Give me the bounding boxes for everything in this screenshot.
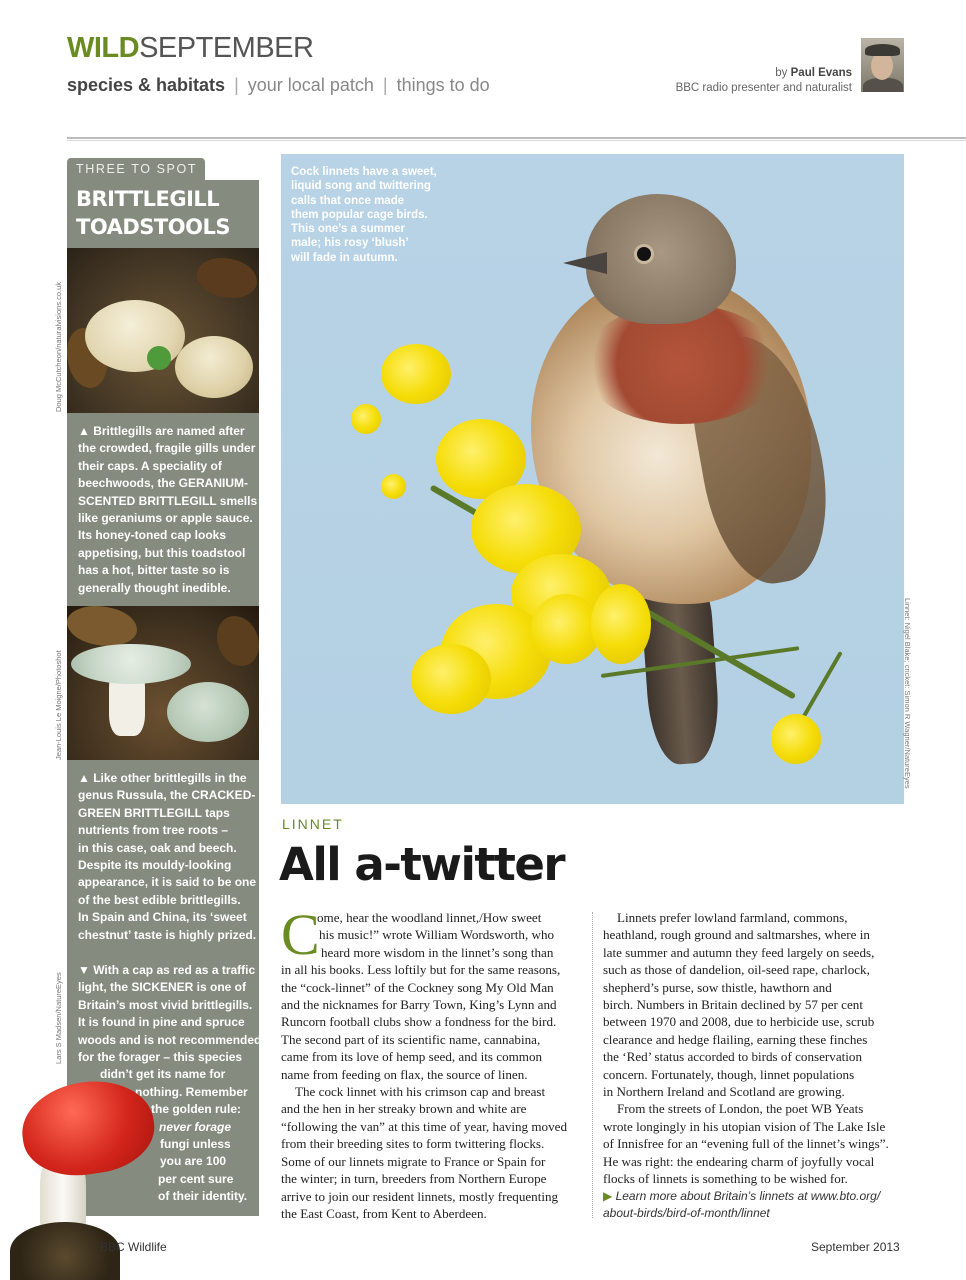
byline [676,66,852,96]
text-line: clearance and hedge flailing, earning these finches [603,1031,868,1047]
text-line: Britain’s most vivid brittlegills. [78,997,253,1012]
text-line: SCENTED BRITTLEGILL smells [78,493,258,508]
text-line: appetising, but this toadstool [78,545,246,560]
text-line: birch. Numbers in Britain declined by 57 per cent [603,997,863,1013]
text-line: Some of our linnets migrate to France or Spain for [281,1153,546,1169]
author-avatar [861,38,904,92]
text-line: you are 100 [160,1154,227,1169]
text-line: the crowded, fragile gills under [78,441,256,456]
text-line: nutrients from tree roots – [78,823,229,838]
nav-separator: | [382,75,388,95]
text-line: the golden rule: [151,1102,241,1117]
text-line: wrote longingly in his utopian vision of The Lake Isle [603,1118,886,1134]
text-line: for the forager – this species [78,1050,243,1065]
caption-line: calls that once made [291,194,405,207]
text-line: generally thought inedible. [78,580,231,595]
learn-more-text: Learn more about Britain’s linnets at www.bto.org/ [615,1188,881,1203]
text-line: the “cock-linnet” of the Cockney song My Old Man [281,979,554,995]
sidebar-title [67,180,259,248]
text-line: name from feeding on flax, the source of linen. [281,1066,528,1082]
text-line: From the streets of London, the poet WB Yeats [617,1101,864,1117]
nav-item-things-to-do[interactable]: things to do [396,75,490,95]
text-line: Linnets prefer lowland farmland, commons, [617,910,848,925]
text-line: late summer and autumn they feed largely on seeds, [603,944,875,960]
text-line: He was right: the endearing charm of joyfully vocal [603,1153,875,1169]
text-line: has a hot, bitter taste so is [78,563,230,578]
text-line: didn’t get its name for [100,1067,226,1082]
section-title-month: SEPTEMBER [139,32,314,64]
text-line: never forage [159,1119,232,1134]
text-line: between 1970 and 2008, due to herbicide use, scrub [603,1014,875,1030]
caption-line: will fade in autumn. [291,251,398,264]
text-line: heard more wisdom in the linnet’s song than [321,944,554,960]
text-line: came from its love of hemp seed, and its common [281,1049,543,1065]
nav-item-species-habitats[interactable]: species & habitats [67,75,226,95]
text-line: per cent sure [158,1171,234,1186]
text-line: “following the van” at this time of year, having moved [281,1118,568,1134]
caption-line: them popular cage birds. [291,208,428,221]
photo-caption [291,165,451,265]
drop-cap: C [281,902,320,967]
text-line: concern. Fortunately, though, linnet populations [603,1066,855,1082]
article-kicker: LINNET [282,816,344,832]
text-line: heathland, rough ground and saltmarshes, where in [603,927,870,943]
text-line: of Innisfree for an “evening full of the linnet’s wings”. [603,1136,889,1152]
footer-publication: BBC Wildlife [100,1240,167,1254]
learn-more-link[interactable] [603,1188,903,1205]
geranium-brittlegill-photo [67,248,259,413]
caption-line: Cock linnets have a sweet, [291,166,437,178]
text-line: fungi unless [160,1137,231,1152]
sidebar-title-line: TOADSTOOLS [76,215,230,239]
text-line: shepherd’s purse, sow thistle, hawthorn and [603,979,832,995]
text-line: chestnut’ taste is highly prized. [78,927,257,942]
photo-credit: Lars S Madsen/NatureEyes [54,972,63,1064]
article-column-2 [603,909,903,1222]
text-line: light, the SICKENER is one of [78,980,247,995]
text-line: their caps. A speciality of [78,458,222,473]
text-line: Its honey-toned cap looks [78,528,227,543]
text-line: in this case, oak and beech. [78,840,237,855]
photo-credit: Linnet: Nigel Blake; cricket: Simon R Wagner/NatureEyes [903,598,912,789]
text-line: Runcorn football clubs show a fondness for the bird. [281,1014,557,1030]
caption-line: male; his rosy ‘blush’ [291,237,409,250]
caption-line: This one’s a summer [291,223,405,236]
text-line: It is found in pine and spruce [78,1015,245,1030]
text-line: The cock linnet with his crimson cap and breast [295,1084,546,1100]
header-rule [67,137,966,141]
text-line: and the nicknames for Barry Town, King’s Lynn and [281,997,557,1013]
text-line: the East Coast, from Kent to Aberdeen. [281,1205,487,1221]
byline-role: BBC radio presenter and naturalist [675,82,852,94]
text-line: ome, hear the woodland linnet,/How sweet [317,910,542,925]
text-line: beechwoods, the GERANIUM- [78,476,249,491]
text-line: appearance, it is said to be one [78,875,257,890]
text-line: from their breeding sites to form twittering flocks. [281,1136,545,1152]
text-line: ▼ With a cap as red as a traffic [78,963,256,977]
text-line: and the hen in her streaky brown and white are [281,1101,527,1117]
arrow-right-icon: ▶ [603,1188,613,1203]
byline-author: Paul Evans [790,67,852,79]
text-line: genus Russula, the CRACKED- [78,788,256,803]
text-line: woods and is not recommended [78,1032,262,1047]
text-line: his music!” wrote William Wordsworth, who [319,927,555,943]
text-line: like geraniums or apple sauce. [78,511,253,526]
nav-separator: | [234,75,239,95]
caption-line: liquid song and twittering [291,180,431,193]
text-line: of their identity. [158,1189,248,1204]
article-column-1 [281,909,581,1222]
section-title-wild: WILD [67,32,140,64]
text-line: ▲ Like other brittlegills in the [78,771,247,785]
byline-by: by [775,67,788,79]
sidebar-title-line: BRITTLEGILL [76,187,220,211]
footer-issue: September 2013 [811,1240,900,1254]
section-nav [67,75,490,96]
text-line: nothing. Remember [135,1084,248,1099]
text-line: of the best edible brittlegills. [78,892,241,907]
photo-credit: Doug McCutcheon/naturalvisions.co.uk [54,281,63,412]
text-line: the ‘Red’ status accorded to birds of conservation [603,1049,863,1065]
section-title [67,34,313,63]
sidebar-tab: THREE TO SPOT [67,158,205,180]
text-line: In Spain and China, its ‘sweet [78,910,247,925]
text-line: in Northern Ireland and Scotland are growing. [603,1084,845,1100]
photo-credit: Jean-Louis Le Moigne/Photoshot [54,650,63,760]
text-line: flocks of linnets is something to be wished for. [603,1171,848,1187]
sidebar-text-cracked-green [67,760,259,956]
article-headline: All a-twitter [279,838,565,891]
text-line: Despite its mouldy-looking [78,858,232,873]
nav-item-local-patch[interactable]: your local patch [247,75,374,95]
text-line: arrive to join our resident linnets, mostly frequenting [281,1188,559,1204]
column-divider [592,912,593,1218]
text-line: ▲ Brittlegills are named after [78,424,245,438]
sidebar-text-geranium [67,413,259,606]
text-line: in all his books. Less loftily but for the same reasons, [281,962,561,978]
text-line: such as those of dandelion, oil-seed rape, charlock, [603,962,870,978]
text-line: GREEN BRITTLEGILL taps [78,805,230,820]
cracked-green-brittlegill-photo [67,606,259,760]
learn-more-link-cont[interactable]: about-birds/bird-of-month/linnet [603,1205,770,1220]
text-line: The second part of its scientific name, cannabina, [281,1031,541,1047]
text-line: the winter; in turn, breeders from Northern Europe [281,1171,547,1187]
